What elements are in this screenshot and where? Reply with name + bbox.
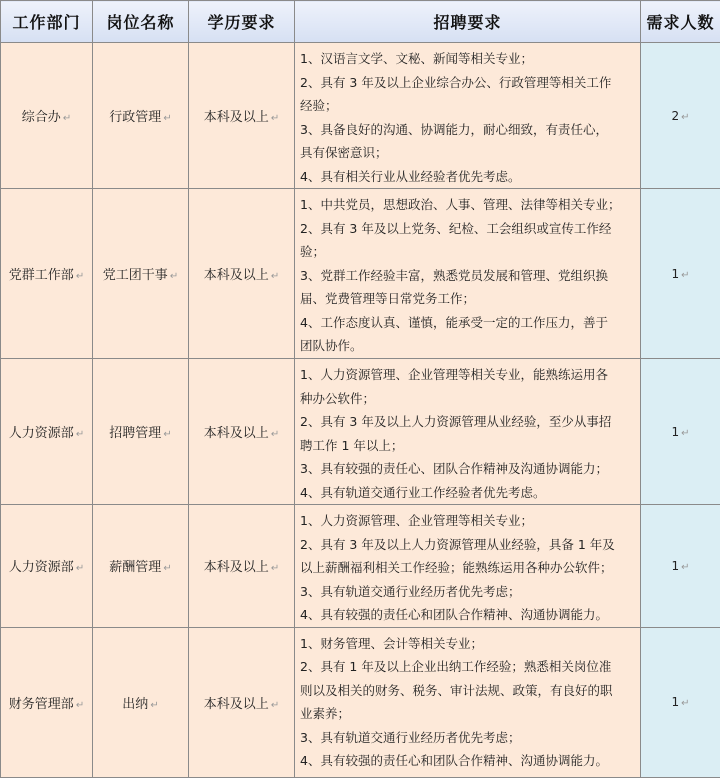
table-row — [1, 505, 720, 628]
requirement-line: 种办公软件； — [300, 387, 634, 411]
education-cell-text: 本科及以上 — [204, 697, 269, 712]
paragraph-mark-icon: ↵ — [170, 271, 178, 282]
education-cell-text: 本科及以上 — [204, 426, 269, 441]
count-cell — [641, 43, 720, 189]
requirement-line: 3、具备良好的沟通、协调能力，耐心细致，有责任心， — [300, 118, 634, 142]
paragraph-mark-icon: ↵ — [681, 428, 689, 439]
paragraph-mark-icon: ↵ — [681, 698, 689, 709]
paragraph-mark-icon: ↵ — [681, 562, 689, 573]
requirements-cell — [295, 359, 641, 505]
header-row — [1, 1, 720, 43]
paragraph-mark-icon: ↵ — [163, 429, 171, 440]
requirement-line: 具有保密意识； — [300, 141, 634, 165]
department-cell-text: 人力资源部 — [9, 426, 74, 441]
education-cell — [189, 505, 295, 628]
requirements-cell — [295, 627, 641, 777]
position-cell-text: 薪酬管理 — [109, 560, 161, 575]
paragraph-mark-icon: ↵ — [163, 113, 171, 124]
department-cell-text: 综合办 — [22, 110, 61, 125]
table-row — [1, 43, 720, 189]
paragraph-mark-icon: ↵ — [271, 563, 279, 574]
requirement-line: 2、具有 3 年及以上企业综合办公、行政管理等相关工作 — [300, 71, 634, 95]
header-department: 工作部门 — [1, 1, 93, 43]
requirement-line: 以上薪酬福利相关工作经验；能熟练运用各种办公软件； — [300, 556, 634, 580]
requirements-cell — [295, 43, 641, 189]
count-cell-text: 1 — [671, 559, 679, 573]
requirement-line: 1、财务管理、会计等相关专业； — [300, 632, 634, 656]
requirement-line: 经验； — [300, 94, 634, 118]
department-cell-text: 财务管理部 — [9, 697, 74, 712]
requirement-line: 业素养； — [300, 702, 634, 726]
paragraph-mark-icon: ↵ — [271, 429, 279, 440]
department-cell — [1, 505, 93, 628]
paragraph-mark-icon: ↵ — [76, 563, 84, 574]
table-row — [1, 359, 720, 505]
requirement-line: 4、具有较强的责任心和团队合作精神、沟通协调能力。 — [300, 603, 634, 627]
education-cell — [189, 189, 295, 359]
position-cell — [93, 627, 189, 777]
requirement-line: 1、人力资源管理、企业管理等相关专业； — [300, 509, 634, 533]
table-row — [1, 627, 720, 777]
requirement-line: 2、具有 3 年及以上人力资源管理从业经验，具备 1 年及 — [300, 533, 634, 557]
requirement-line: 1、人力资源管理、企业管理等相关专业，能熟练运用各 — [300, 363, 634, 387]
department-cell — [1, 189, 93, 359]
paragraph-mark-icon: ↵ — [63, 113, 71, 124]
count-cell — [641, 189, 720, 359]
requirement-line: 4、具有轨道交通行业工作经验者优先考虑。 — [300, 481, 634, 505]
requirement-line: 1、汉语言文学、文秘、新闻等相关专业； — [300, 47, 634, 71]
department-cell-text: 人力资源部 — [9, 560, 74, 575]
paragraph-mark-icon: ↵ — [163, 563, 171, 574]
requirement-line: 4、具有相关行业从业经验者优先考虑。 — [300, 165, 634, 189]
requirement-line: 2、具有 3 年及以上党务、纪检、工会组织或宣传工作经 — [300, 217, 634, 241]
requirement-line: 3、党群工作经验丰富，熟悉党员发展和管理、党组织换 — [300, 264, 634, 288]
requirement-line: 4、工作态度认真、谨慎，能承受一定的工作压力，善于 — [300, 311, 634, 335]
position-cell — [93, 43, 189, 189]
position-cell-text: 出纳 — [122, 697, 148, 712]
count-cell-text: 1 — [671, 695, 679, 709]
education-cell-text: 本科及以上 — [204, 110, 269, 125]
education-cell-text: 本科及以上 — [204, 268, 269, 283]
requirements-cell — [295, 505, 641, 628]
paragraph-mark-icon: ↵ — [681, 270, 689, 281]
requirement-line: 3、具有轨道交通行业经历者优先考虑； — [300, 726, 634, 750]
requirement-line: 届、党费管理等日常党务工作； — [300, 287, 634, 311]
table-row — [1, 189, 720, 359]
paragraph-mark-icon: ↵ — [76, 700, 84, 711]
requirement-line: 3、具有较强的责任心、团队合作精神及沟通协调能力； — [300, 457, 634, 481]
education-cell — [189, 359, 295, 505]
count-cell-text: 1 — [671, 267, 679, 281]
header-requirements: 招聘要求 — [295, 1, 641, 43]
position-cell — [93, 189, 189, 359]
department-cell — [1, 43, 93, 189]
requirement-line: 2、具有 1 年及以上企业出纳工作经验；熟悉相关岗位准 — [300, 655, 634, 679]
header-education: 学历要求 — [189, 1, 295, 43]
paragraph-mark-icon: ↵ — [271, 700, 279, 711]
requirement-line: 验； — [300, 240, 634, 264]
paragraph-mark-icon: ↵ — [271, 271, 279, 282]
position-cell-text: 行政管理 — [109, 110, 161, 125]
count-cell — [641, 627, 720, 777]
requirement-line: 4、具有较强的责任心和团队合作精神、沟通协调能力。 — [300, 749, 634, 773]
requirement-line: 聘工作 1 年以上； — [300, 434, 634, 458]
education-cell-text: 本科及以上 — [204, 560, 269, 575]
count-cell — [641, 505, 720, 628]
position-cell-text: 招聘管理 — [109, 426, 161, 441]
education-cell — [189, 627, 295, 777]
paragraph-mark-icon: ↵ — [271, 113, 279, 124]
requirement-line: 则以及相关的财务、税务、审计法规、政策，有良好的职 — [300, 679, 634, 703]
paragraph-mark-icon: ↵ — [76, 429, 84, 440]
requirement-line: 团队协作。 — [300, 334, 634, 358]
requirements-cell — [295, 189, 641, 359]
count-cell-text: 2 — [671, 109, 679, 123]
count-cell-text: 1 — [671, 425, 679, 439]
requirement-line: 2、具有 3 年及以上人力资源管理从业经验，至少从事招 — [300, 410, 634, 434]
department-cell-text: 党群工作部 — [9, 268, 74, 283]
paragraph-mark-icon: ↵ — [76, 271, 84, 282]
position-cell-text: 党工团干事 — [103, 268, 168, 283]
header-count: 需求人数 — [641, 1, 720, 43]
header-position: 岗位名称 — [93, 1, 189, 43]
department-cell — [1, 359, 93, 505]
position-cell — [93, 359, 189, 505]
paragraph-mark-icon: ↵ — [681, 112, 689, 123]
paragraph-mark-icon: ↵ — [150, 700, 158, 711]
position-cell — [93, 505, 189, 628]
department-cell — [1, 627, 93, 777]
count-cell — [641, 359, 720, 505]
requirement-line: 1、中共党员，思想政治、人事、管理、法律等相关专业； — [300, 193, 634, 217]
requirement-line: 3、具有轨道交通行业经历者优先考虑； — [300, 580, 634, 604]
education-cell — [189, 43, 295, 189]
